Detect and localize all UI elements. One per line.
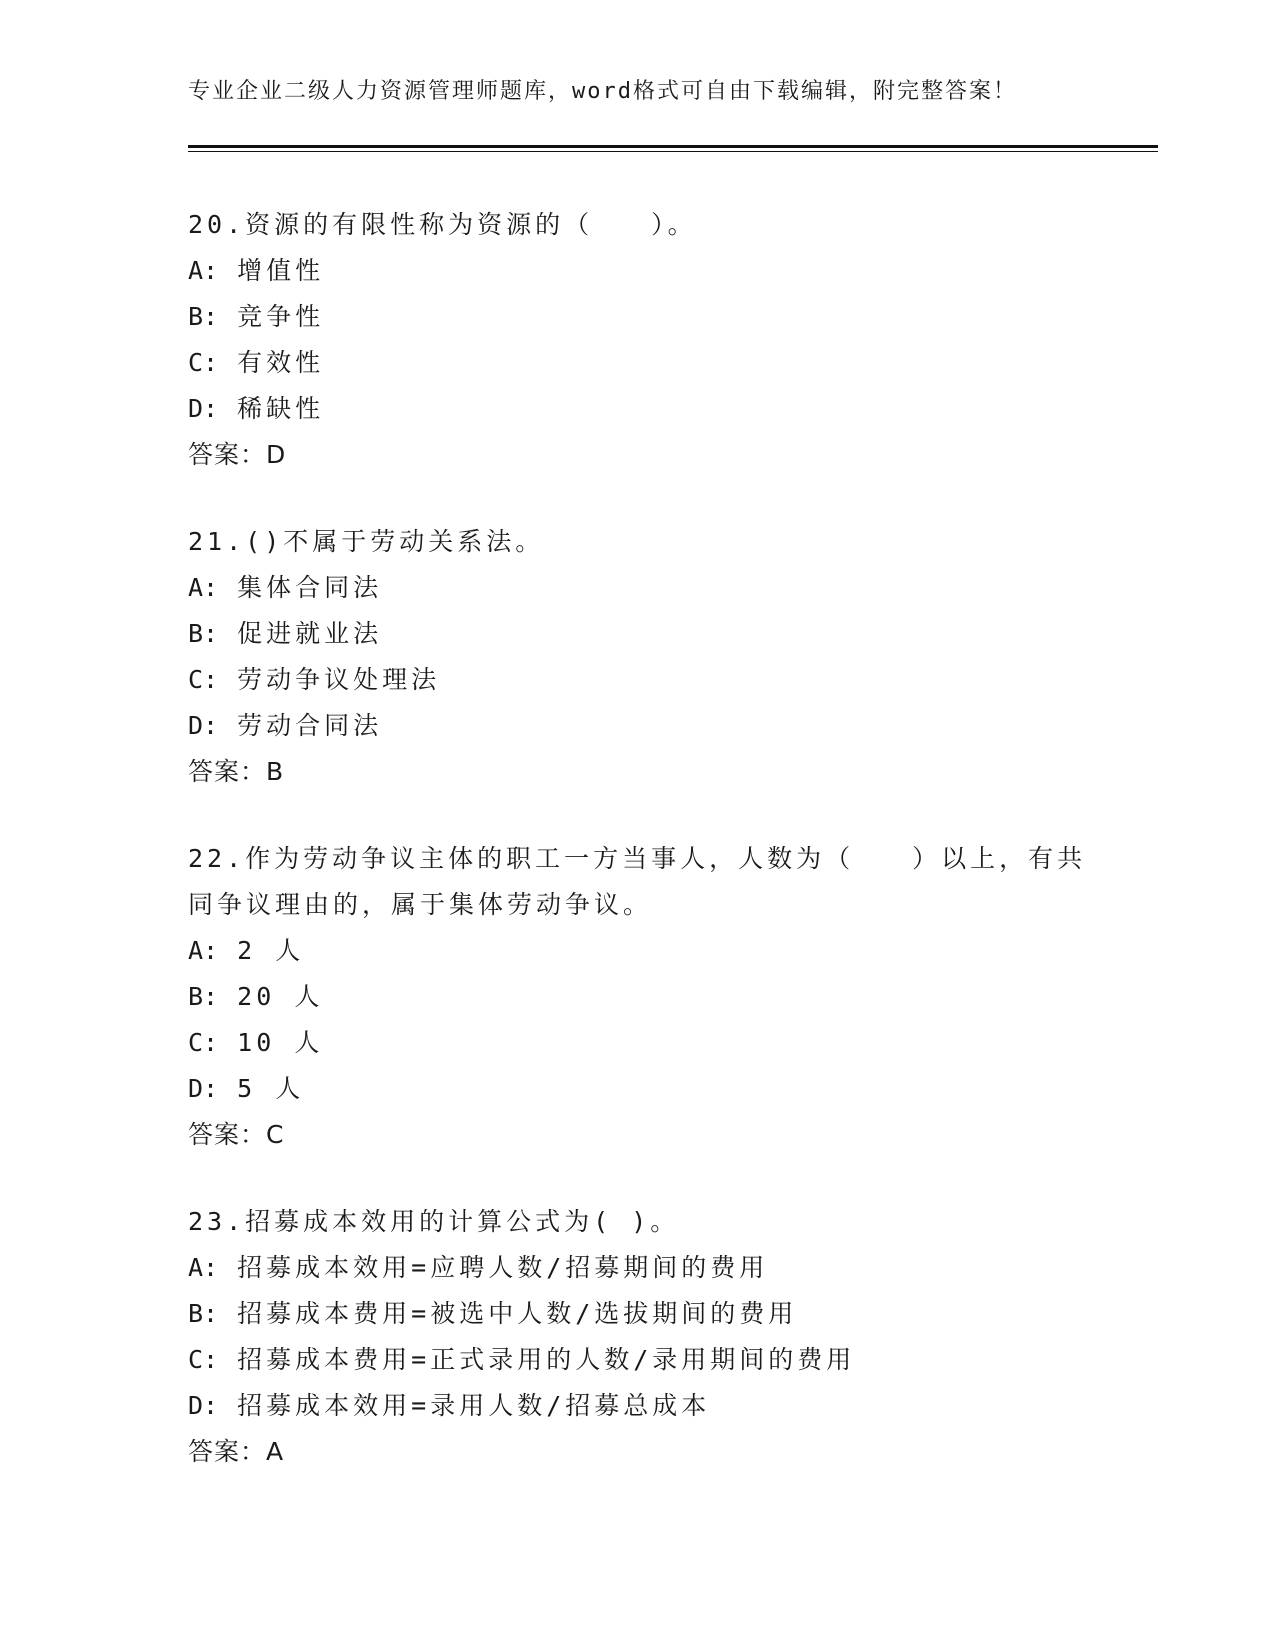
option-text: 劳动合同法	[237, 711, 383, 740]
option-letter: C:	[188, 665, 219, 694]
option-b	[188, 1291, 1088, 1337]
option-letter: B:	[188, 1299, 219, 1328]
question-20	[188, 202, 1088, 478]
option-text: 稀缺性	[237, 394, 325, 423]
option-letter: D:	[188, 711, 219, 740]
option-text: 促进就业法	[237, 619, 383, 648]
question-stem: 23.招募成本效用的计算公式为( )。	[188, 1207, 680, 1236]
option-text: 10 人	[237, 1028, 324, 1057]
option-d	[188, 703, 1088, 749]
question-stem-line-1: 22.作为劳动争议主体的职工一方当事人，人数为（ ）以上，有共	[188, 844, 1087, 873]
option-letter: A:	[188, 1253, 219, 1282]
option-text: 2 人	[237, 936, 305, 965]
option-b	[188, 974, 1088, 1020]
option-letter: C:	[188, 1028, 219, 1057]
answer-line: 答案：B	[188, 757, 285, 786]
option-text: 劳动争议处理法	[237, 665, 441, 694]
option-letter: C:	[188, 1345, 219, 1374]
option-letter: A:	[188, 256, 219, 285]
option-text: 竞争性	[237, 302, 325, 331]
option-letter: D:	[188, 1074, 219, 1103]
option-letter: D:	[188, 1391, 219, 1420]
question-stem-line-2: 同争议理由的，属于集体劳动争议。	[188, 890, 653, 919]
answer-line: 答案：D	[188, 440, 287, 469]
option-b	[188, 294, 1088, 340]
option-text: 集体合同法	[237, 573, 383, 602]
option-text: 有效性	[237, 348, 325, 377]
option-c	[188, 1337, 1088, 1383]
option-d	[188, 1066, 1088, 1112]
question-stem: 21.()不属于劳动关系法。	[188, 527, 545, 556]
option-a	[188, 565, 1088, 611]
answer-line: 答案：A	[188, 1437, 285, 1466]
option-text: 增值性	[237, 256, 325, 285]
option-text: 招募成本费用=被选中人数/选拔期间的费用	[237, 1299, 798, 1328]
option-letter: B:	[188, 982, 219, 1011]
option-d	[188, 1383, 1088, 1429]
option-letter: A:	[188, 936, 219, 965]
option-c	[188, 1020, 1088, 1066]
option-c	[188, 340, 1088, 386]
header-divider-thin	[188, 151, 1158, 152]
option-d	[188, 386, 1088, 432]
option-a	[188, 1245, 1088, 1291]
option-a	[188, 248, 1088, 294]
question-21	[188, 519, 1088, 795]
option-letter: C:	[188, 348, 219, 377]
option-c	[188, 657, 1088, 703]
option-text: 5 人	[237, 1074, 305, 1103]
page-header: 专业企业二级人力资源管理师题库，word格式可自由下载编辑，附完整答案！	[188, 79, 1017, 104]
option-letter: B:	[188, 619, 219, 648]
option-letter: D:	[188, 394, 219, 423]
question-stem: 20.资源的有限性称为资源的（ ）。	[188, 210, 697, 239]
option-text: 招募成本效用=应聘人数/招募期间的费用	[237, 1253, 769, 1282]
option-letter: A:	[188, 573, 219, 602]
header-divider-thick	[188, 145, 1158, 148]
option-text: 招募成本效用=录用人数/招募总成本	[237, 1391, 711, 1420]
option-letter: B:	[188, 302, 219, 331]
option-a	[188, 928, 1088, 974]
question-list	[188, 202, 1088, 1516]
answer-line: 答案：C	[188, 1120, 285, 1149]
option-text: 招募成本费用=正式录用的人数/录用期间的费用	[237, 1345, 856, 1374]
question-23	[188, 1199, 1088, 1475]
question-22	[188, 836, 1088, 1158]
option-b	[188, 611, 1088, 657]
option-text: 20 人	[237, 982, 324, 1011]
